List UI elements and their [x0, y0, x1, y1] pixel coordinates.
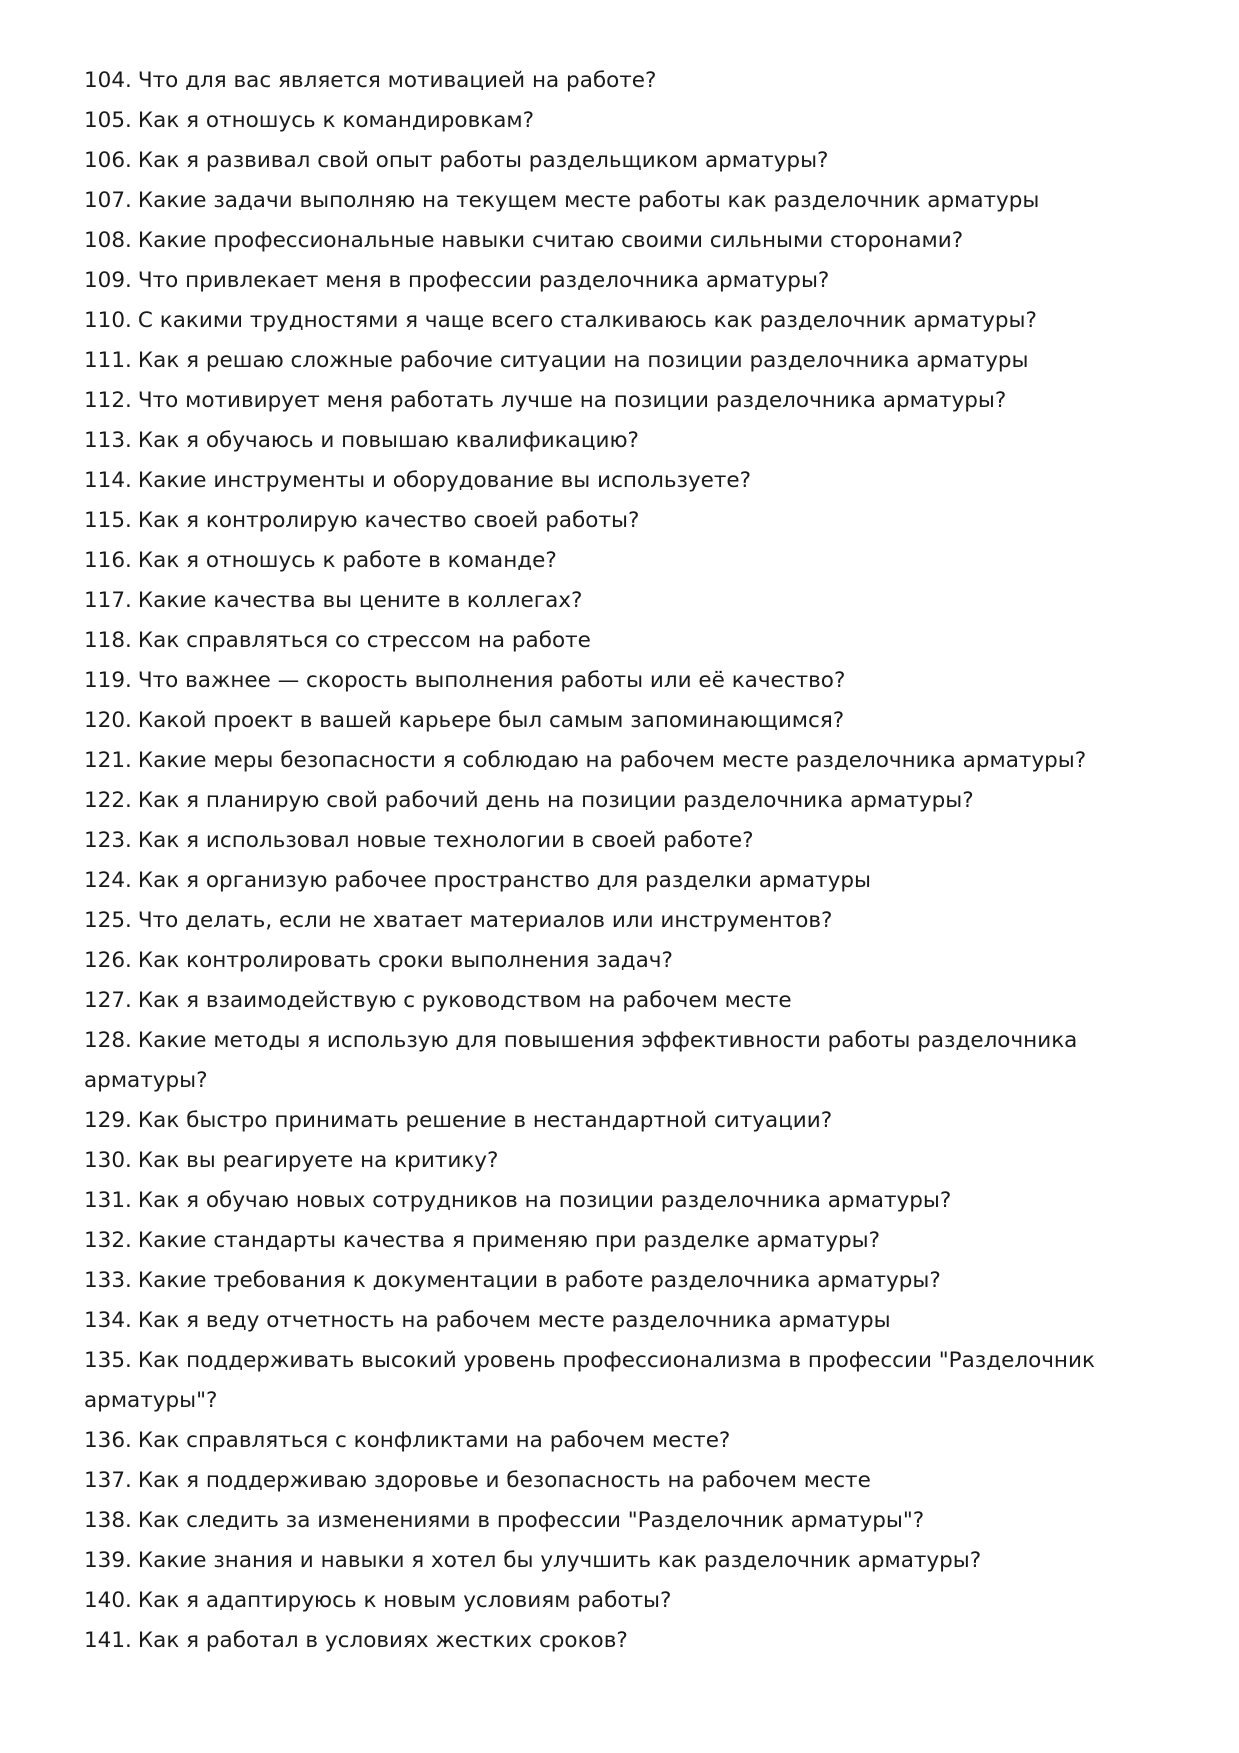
- question-number: 114.: [84, 468, 132, 493]
- question-item: [84, 301, 1164, 341]
- question-number: 104.: [84, 68, 132, 93]
- question-item: [84, 821, 1164, 861]
- question-text: Какие знания и навыки я хотел бы улучшить как разделочник арматуры?: [137, 1548, 982, 1573]
- question-text: Что делать, если не хватает материалов или инструментов?: [137, 908, 833, 933]
- question-number: 109.: [84, 268, 132, 293]
- question-text: Как я обучаю новых сотрудников на позиции разделочника арматуры?: [137, 1188, 952, 1213]
- question-item: [84, 101, 1164, 141]
- question-item: [84, 781, 1164, 821]
- question-number: 138.: [84, 1508, 132, 1533]
- question-item: [84, 221, 1164, 261]
- question-item: [84, 661, 1164, 701]
- question-text: Какие качества вы цените в коллегах?: [137, 588, 583, 613]
- question-number: 121.: [84, 748, 132, 773]
- question-number: 110.: [84, 308, 132, 333]
- question-item: [84, 1501, 1164, 1541]
- question-number: 113.: [84, 428, 132, 453]
- question-item: [84, 1621, 1164, 1661]
- question-text: Как я развивал свой опыт работы раздельщиком арматуры?: [137, 148, 829, 173]
- question-text: Как я поддерживаю здоровье и безопасность на рабочем месте: [137, 1468, 871, 1493]
- question-item: [84, 141, 1164, 181]
- question-number: 112.: [84, 388, 132, 413]
- question-number: 123.: [84, 828, 132, 853]
- question-number: 133.: [84, 1268, 132, 1293]
- question-text: Какие профессиональные навыки считаю своими сильными сторонами?: [137, 228, 964, 253]
- question-number: 126.: [84, 948, 132, 973]
- question-number: 107.: [84, 188, 132, 213]
- question-number: 140.: [84, 1588, 132, 1613]
- question-text: Как я взаимодействую с руководством на рабочем месте: [137, 988, 792, 1013]
- question-item: [84, 1341, 1164, 1421]
- question-text: Как я работал в условиях жестких сроков?: [137, 1628, 628, 1653]
- question-item: [84, 861, 1164, 901]
- question-item: [84, 1101, 1164, 1141]
- question-text: Как контролировать сроки выполнения задач?: [137, 948, 673, 973]
- question-item: [84, 1221, 1164, 1261]
- question-text: Как я веду отчетность на рабочем месте разделочника арматуры: [137, 1308, 891, 1333]
- question-number: 111.: [84, 348, 132, 373]
- question-text: Как я организую рабочее пространство для разделки арматуры: [137, 868, 871, 893]
- question-item: [84, 1141, 1164, 1181]
- question-number: 116.: [84, 548, 132, 573]
- question-number: 127.: [84, 988, 132, 1013]
- question-item: [84, 61, 1164, 101]
- question-number: 139.: [84, 1548, 132, 1573]
- question-item: [84, 501, 1164, 541]
- question-item: [84, 1421, 1164, 1461]
- question-text: Какой проект в вашей карьере был самым запоминающимся?: [137, 708, 845, 733]
- question-text: Что для вас является мотивацией на работе?: [137, 68, 657, 93]
- question-number: 119.: [84, 668, 132, 693]
- question-item: [84, 421, 1164, 461]
- question-number: 117.: [84, 588, 132, 613]
- question-item: [84, 741, 1164, 781]
- question-text: Что привлекает меня в профессии разделочника арматуры?: [137, 268, 830, 293]
- question-number: 135.: [84, 1348, 132, 1373]
- question-item: [84, 341, 1164, 381]
- question-item: [84, 541, 1164, 581]
- question-number: 106.: [84, 148, 132, 173]
- question-text: Какие стандарты качества я применяю при разделке арматуры?: [137, 1228, 881, 1253]
- question-item: [84, 181, 1164, 221]
- question-number: 124.: [84, 868, 132, 893]
- question-text: Как быстро принимать решение в нестандартной ситуации?: [137, 1108, 833, 1133]
- question-text: Как я отношусь к работе в команде?: [137, 548, 557, 573]
- question-text: Как вы реагируете на критику?: [137, 1148, 499, 1173]
- question-list: [84, 61, 1164, 1661]
- question-number: 134.: [84, 1308, 132, 1333]
- question-text: Как я использовал новые технологии в своей работе?: [137, 828, 754, 853]
- question-item: [84, 461, 1164, 501]
- question-text: Какие методы я использую для повышения эффективности работы разделочника арматуры?: [84, 1028, 1078, 1093]
- question-item: [84, 261, 1164, 301]
- question-text: Какие задачи выполняю на текущем месте работы как разделочник арматуры: [137, 188, 1040, 213]
- question-number: 115.: [84, 508, 132, 533]
- question-number: 122.: [84, 788, 132, 813]
- question-number: 136.: [84, 1428, 132, 1453]
- question-item: [84, 1541, 1164, 1581]
- question-text: Какие инструменты и оборудование вы используете?: [137, 468, 752, 493]
- question-number: 132.: [84, 1228, 132, 1253]
- question-item: [84, 621, 1164, 661]
- question-number: 120.: [84, 708, 132, 733]
- question-text: Как справляться со стрессом на работе: [137, 628, 591, 653]
- question-number: 125.: [84, 908, 132, 933]
- question-item: [84, 1181, 1164, 1221]
- question-item: [84, 701, 1164, 741]
- question-number: 137.: [84, 1468, 132, 1493]
- question-text: Как я обучаюсь и повышаю квалификацию?: [137, 428, 639, 453]
- question-text: Как я решаю сложные рабочие ситуации на позиции разделочника арматуры: [137, 348, 1029, 373]
- question-text: Какие требования к документации в работе разделочника арматуры?: [137, 1268, 941, 1293]
- question-item: [84, 1021, 1164, 1101]
- question-number: 141.: [84, 1628, 132, 1653]
- question-item: [84, 381, 1164, 421]
- question-text: Как я адаптируюсь к новым условиям работы?: [137, 1588, 672, 1613]
- question-text: Что мотивирует меня работать лучше на позиции разделочника арматуры?: [137, 388, 1007, 413]
- question-text: Как я отношусь к командировкам?: [137, 108, 535, 133]
- question-item: [84, 581, 1164, 621]
- question-text: Как поддерживать высокий уровень профессионализма в профессии "Разделочник арматуры"?: [84, 1348, 1095, 1413]
- question-number: 130.: [84, 1148, 132, 1173]
- question-number: 108.: [84, 228, 132, 253]
- question-text: Какие меры безопасности я соблюдаю на рабочем месте разделочника арматуры?: [137, 748, 1087, 773]
- question-item: [84, 981, 1164, 1021]
- question-number: 131.: [84, 1188, 132, 1213]
- question-number: 129.: [84, 1108, 132, 1133]
- question-item: [84, 941, 1164, 981]
- question-text: Как я планирую свой рабочий день на позиции разделочника арматуры?: [137, 788, 974, 813]
- question-item: [84, 1301, 1164, 1341]
- question-item: [84, 1461, 1164, 1501]
- question-item: [84, 901, 1164, 941]
- question-text: Как следить за изменениями в профессии "Разделочник арматуры"?: [137, 1508, 925, 1533]
- question-number: 128.: [84, 1028, 132, 1053]
- question-text: Что важнее — скорость выполнения работы или её качество?: [137, 668, 846, 693]
- question-item: [84, 1581, 1164, 1621]
- question-number: 105.: [84, 108, 132, 133]
- question-text: Как справляться с конфликтами на рабочем месте?: [137, 1428, 731, 1453]
- question-item: [84, 1261, 1164, 1301]
- question-text: С какими трудностями я чаще всего сталкиваюсь как разделочник арматуры?: [137, 308, 1037, 333]
- question-text: Как я контролирую качество своей работы?: [137, 508, 640, 533]
- question-number: 118.: [84, 628, 132, 653]
